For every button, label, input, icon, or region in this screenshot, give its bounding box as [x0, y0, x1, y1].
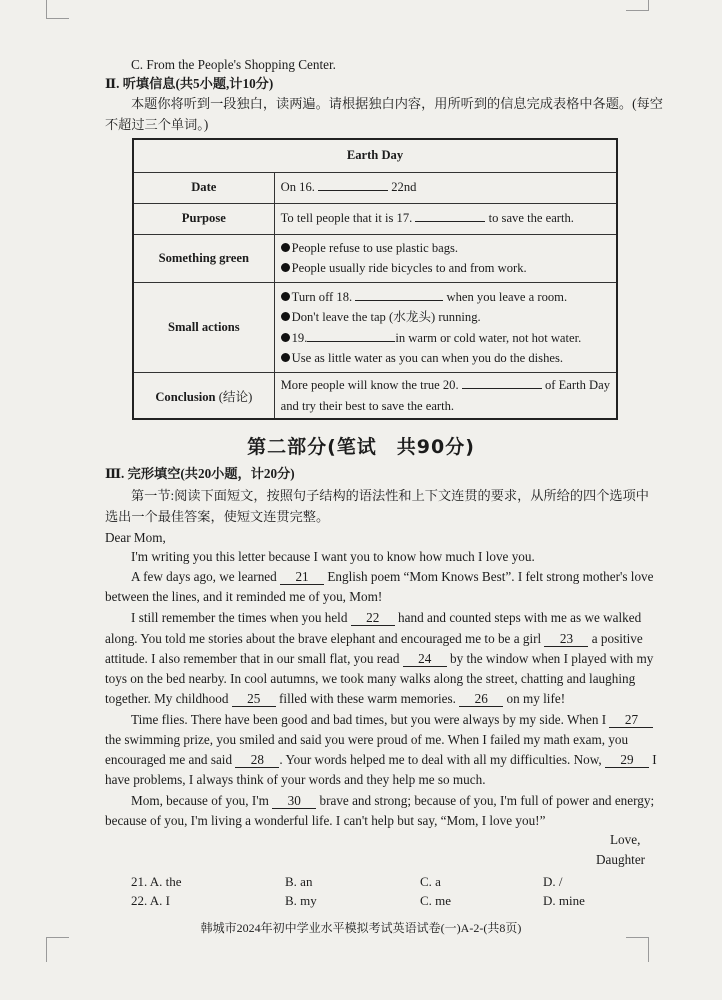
row-content: More people will know the true 20. of Earth Day and try their best to save the earth.	[274, 373, 617, 419]
cloze-blank-23[interactable]: 23	[544, 631, 588, 647]
table-row-something-green	[133, 234, 617, 282]
letter-line: because of you, I'm living a wonderful life. I can't help but say, “Mom, I love you!”	[105, 813, 546, 828]
letter-line: between the lines, and it reminded me of you, Mom!	[105, 589, 383, 604]
answer-blank-20[interactable]	[462, 388, 542, 389]
letter-line: Mom, because of you, I'm 30 brave and strong; because of you, I'm full of power and energy;	[131, 793, 655, 808]
bullet-icon	[281, 263, 290, 272]
row-label: Small actions	[133, 283, 274, 373]
option-21-d[interactable]: D. /	[543, 874, 563, 889]
list-item: Use as little water as you can when you do the dishes.	[281, 348, 610, 369]
cloze-blank-30[interactable]: 30	[272, 793, 316, 809]
option-21-a[interactable]: 21. A. the	[131, 874, 182, 889]
option-c-text: C. From the People's Shopping Center.	[131, 57, 336, 72]
list-item: Turn off 18. when you leave a room.	[281, 287, 610, 308]
cloze-blank-28[interactable]: 28	[235, 752, 279, 768]
cloze-blank-24[interactable]: 24	[403, 651, 447, 667]
answer-blank-19[interactable]	[307, 341, 395, 342]
option-22-b[interactable]: B. my	[285, 893, 317, 908]
letter-signature: Daughter	[596, 852, 646, 867]
option-22-a[interactable]: 22. A. I	[131, 893, 170, 908]
row-content	[274, 234, 617, 282]
letter-line: attitude. I also remember that in our small flat, you read 24 by the window when I played with my	[105, 651, 654, 666]
letter-line: I'm writing you this letter because I want you to know how much I love you.	[131, 549, 535, 564]
cloze-blank-26[interactable]: 26	[459, 691, 503, 707]
section-2-instruction-line2: 不超过三个单词。)	[105, 117, 209, 132]
option-21-c[interactable]: C. a	[420, 874, 441, 889]
letter-line: the swimming prize, you smiled and said you were proud of me. When I failed my math exam, you	[105, 732, 629, 747]
list-item: 19. in warm or cold water, not hot water.	[281, 328, 610, 349]
bullet-icon	[281, 292, 290, 301]
letter-line: have problems, I always think of your words and they help me so much.	[105, 772, 486, 787]
letter-greeting: Dear Mom,	[105, 530, 166, 545]
list-item: People usually ride bicycles to and from work.	[281, 258, 610, 279]
option-22-c[interactable]: C. me	[420, 893, 452, 908]
answer-blank-18[interactable]	[355, 300, 443, 301]
part-2-title: 第二部分(笔试 共90分)	[247, 436, 475, 458]
earth-day-table	[132, 138, 618, 420]
letter-line: Time flies. There have been good and bad times, but you were always by my side. When I 27	[131, 711, 653, 729]
bullet-icon	[281, 353, 290, 362]
option-22-d[interactable]: D. mine	[543, 893, 585, 908]
option-21-b[interactable]: B. an	[285, 874, 313, 889]
row-content	[274, 283, 617, 373]
answer-blank-17[interactable]	[415, 221, 485, 222]
list-item: People refuse to use plastic bags.	[281, 238, 610, 259]
cloze-blank-29[interactable]: 29	[605, 752, 649, 768]
table-row-purpose	[133, 203, 617, 234]
cloze-blank-27[interactable]: 27	[609, 712, 653, 728]
letter-line: I still remember the times when you held 22 hand and counted steps with me as we walked	[131, 610, 642, 625]
page-footer: 韩城市2024年初中学业水平模拟考试英语试卷(一)A-2-(共8页)	[200, 921, 522, 935]
section-2-heading: Ⅱ. 听填信息(共5小题,计10分)	[105, 76, 274, 91]
table-title: Earth Day	[133, 139, 617, 172]
letter-line: along. You told me stories about the brave elephant and encouraged me to be a girl 23 a positive	[105, 631, 643, 646]
row-content: On 16. 22nd	[274, 172, 617, 203]
list-item: Don't leave the tap (水龙头) running.	[281, 307, 610, 328]
letter-line: A few days ago, we learned 21 English poem “Mom Knows Best”. I felt strong mother's love	[131, 569, 654, 584]
row-label: Conclusion (结论)	[133, 373, 274, 419]
letter-line: encouraged me and said 28 . Your words helped me to deal with all my difficulties. Now, 29 I	[105, 752, 657, 767]
bullet-icon	[281, 333, 290, 342]
table-row-conclusion	[133, 373, 617, 419]
bullet-icon	[281, 243, 290, 252]
letter-closing: Love,	[610, 832, 641, 847]
letter-line: toys on the bed nearby. In cool autumns, we took many walks along the street, chatting and laughing	[105, 671, 636, 686]
section-3-instruction-line1: 第一节:阅读下面短文，按照句子结构的语法性和上下文连贯的要求，从所给的四个选项中	[131, 488, 649, 503]
row-label: Date	[133, 172, 274, 203]
bullet-icon	[281, 312, 290, 321]
table-row-small-actions	[133, 283, 617, 373]
section-3-heading: Ⅲ. 完形填空(共20小题，计20分)	[105, 466, 295, 481]
section-2-instruction-line1: 本题你将听到一段独白，读两遍。请根据独白内容，用所听到的信息完成表格中各题。(每空	[131, 96, 663, 111]
row-label: Purpose	[133, 203, 274, 234]
row-content: To tell people that it is 17. to save the earth.	[274, 203, 617, 234]
table-row-date	[133, 172, 617, 203]
cloze-blank-22[interactable]: 22	[351, 610, 395, 626]
answer-blank-16[interactable]	[318, 190, 388, 191]
section-3-instruction-line2: 选出一个最佳答案，使短文连贯完整。	[105, 509, 330, 524]
cloze-blank-25[interactable]: 25	[232, 691, 276, 707]
row-label: Something green	[133, 234, 274, 282]
cloze-blank-21[interactable]: 21	[280, 569, 324, 585]
letter-line: together. My childhood 25 filled with these warm memories. 26 on my life!	[105, 691, 566, 706]
